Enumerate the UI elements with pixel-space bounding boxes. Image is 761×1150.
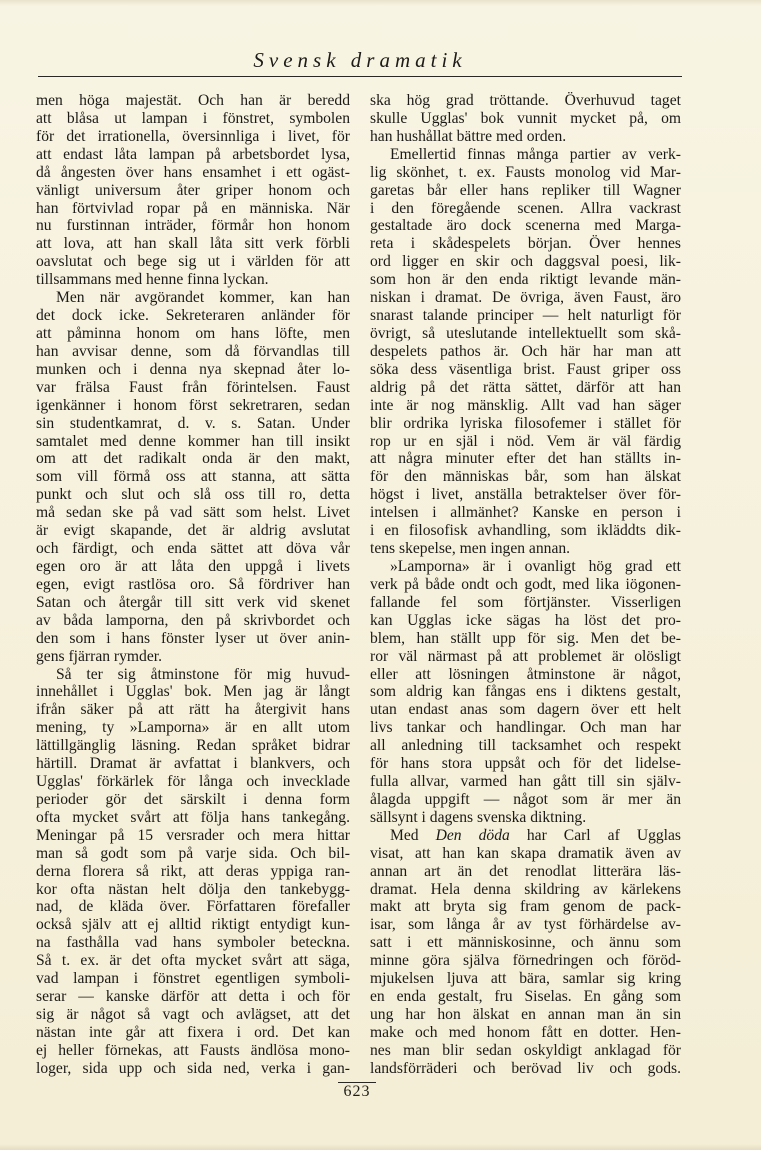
text-line: perioder gör det särskilt i denna form [36, 790, 350, 808]
text-line: visat, att han kan skapa dramatik även av [370, 844, 681, 862]
text-line: Så ter sig åtminstone för mig huvud- [56, 665, 350, 683]
text-line: sig är något så vagt och avlägset, att det [36, 1006, 350, 1024]
text-line: rop ur en själ i nöd. Vem är väl färdig [370, 432, 681, 450]
text-line: vänligt universum åter griper honom och [36, 181, 350, 199]
text-line: han förtvivlad ropar på en människa. När [36, 199, 350, 217]
text-line: den som i hans fönster lyser ut över anin- [36, 629, 350, 647]
text-line: skulle Ugglas' bok vunnit mycket på, om [370, 109, 681, 127]
text-line: innehållet i Ugglas' bok. Men jag är långt [36, 683, 350, 701]
text-line: mening, ty »Lamporna» är en allt utom [36, 719, 350, 737]
text-line: eller att lösningen åtminstone är något, [370, 665, 681, 683]
text-line: ror väl närmast på att problemet är olösligt [370, 647, 681, 665]
text-line: ord ligger en skir och daggsval poesi, lik- [370, 253, 681, 271]
text-line: och färdigt, och enda sättet att döva vår [36, 540, 350, 558]
text-line: »Lamporna» är i ovanligt hög grad ett [390, 557, 681, 575]
text-line: munken och i denna nya skepnad åter lo- [36, 360, 350, 378]
text-line: Med Den döda har Carl af Ugglas [390, 826, 681, 844]
italic-title: Den döda [435, 826, 510, 844]
text-line: som vill förmå oss att stanna, att sätta [36, 468, 350, 486]
text-line: ung har hon älskat en annan man än sin [370, 1006, 681, 1024]
text-line: minne göra själva förnedringen och föröd- [370, 952, 681, 970]
text-line: intelsen i allmänhet? Kanske en person i [370, 504, 681, 522]
text-line: annan art än det renodlat litterära läs- [370, 862, 681, 880]
text-line: punkt och slut och slå oss till ro, detta [36, 486, 350, 504]
text-line: ålagda uppgift — något som är mer än [370, 790, 681, 808]
text-line: var frälsa Faust från förintelsen. Faust [36, 378, 350, 396]
text-line: loger, sida upp och sida ned, verka i gan- [36, 1059, 350, 1077]
page-bottom-edge [0, 1144, 761, 1150]
text-line: egen oro är att låta den uppgå i livets [36, 557, 350, 575]
text-line: fulla allvar, varmed han gått till sin själv- [370, 773, 681, 791]
text-line: man så godt som på varje sida. Och bil- [36, 844, 350, 862]
text-line: verk på både ondt och godt, med lika iögonen- [370, 575, 681, 593]
text-line: Så t. ex. är det ofta mycket svårt att säga, [36, 952, 350, 970]
text-line: ifrån säker på att rätt ha återgivit hans [36, 701, 350, 719]
text-line: blir ordrika lyriska filosofemer i stället för [370, 414, 681, 432]
text-line: Ugglas' förkärlek för långa och invecklade [36, 773, 350, 791]
text-line: landsförräderi och berövad liv och gods. [370, 1059, 681, 1077]
text-line: make och med honom fått en dotter. Hen- [370, 1023, 681, 1041]
text-line: kor ofta nästan helt dölja den tankebygg- [36, 880, 350, 898]
text-line: att blåsa ut lampan i fönstret, symbolen [36, 109, 350, 127]
text-line: nes man blir sedan oskyldigt anklagad för [370, 1041, 681, 1059]
text-line: ska hög grad tröttande. Överhuvud taget [370, 92, 681, 109]
text-line: lig skönhet, t. ex. Fausts monolog vid Mar- [370, 163, 681, 181]
text-line: han avvisar denne, som då förvandlas till [36, 342, 350, 360]
text-line: lättillgänglig läsning. Redan språket bidrar [36, 737, 350, 755]
text-line: också själv att ej alltid riktigt entydigt kun- [36, 916, 350, 934]
text-line: för det irrationella, översinnliga i livet, för [36, 127, 350, 145]
text-line: kan Ugglas icke sägas ha löst det pro- [370, 611, 681, 629]
text-line: må sedan ske på vad sätt som helst. Livet [36, 504, 350, 522]
text-line: snarast talande principer — helt naturligt för [370, 307, 681, 325]
text-line: söka dess väsentliga brist. Faust griper oss [370, 360, 681, 378]
text-line: egen, evigt rastlösa oro. Så fördriver han [36, 575, 350, 593]
text-line: att endast låta lampan på arbetsbordet lysa, [36, 145, 350, 163]
text-line: i en filosofisk avhandling, som ikläddts dik- [370, 522, 681, 540]
header-rule [38, 76, 682, 77]
text-line: Emellertid finnas många partier av verk- [390, 145, 681, 163]
text-line: det dock icke. Sekreteraren anländer för [36, 307, 350, 325]
text-line: serar — kanske därför att detta i och för [36, 988, 350, 1006]
text-line: oavslutat och bege sig ut i världen för att [36, 253, 350, 271]
text-line: isar, som långa år av tyst förhärdelse av- [370, 916, 681, 934]
text-line: niskan i dramat. De övriga, även Faust, äro [370, 289, 681, 307]
text-line: tillsammans med henne finna lyckan. [36, 271, 269, 289]
text-line: gens fjärran rymder. [36, 647, 162, 665]
text-line: sällsynt i dagens svenska diktning. [370, 808, 587, 826]
text-line: att några minuter efter det han ställts in- [370, 450, 681, 468]
text-line: för hans stora uppsåt och för det lidelse- [370, 755, 681, 773]
text-line: som aldrig kan fångas ens i diktens gestalt, [370, 683, 681, 701]
text-line: som hon är den enda riktigt levande män- [370, 271, 681, 289]
text-line: despelets pathos är. Och här har man att [370, 342, 681, 360]
text-line: högst i livet, anställa betraktelser över för- [370, 486, 681, 504]
text-line: Men när avgörandet kommer, kan han [56, 289, 350, 307]
text-line: nu furstinnan inträder, förmår hon honom [36, 217, 350, 235]
text-line: aldrig på det rätta sättet, därför att han [370, 378, 681, 396]
text-line: då ångesten över hans ensamhet i ett ogäst- [36, 163, 350, 181]
text-line: nästan inte går att fixera i ord. Det kan [36, 1023, 350, 1041]
text-line: mjukelsen ljuva att bära, samlar sig kring [370, 970, 681, 988]
text-line: ofta mycket svårt att följa hans tankegång. [36, 808, 350, 826]
text-line: blem, han ställt upp för sig. Men det be- [370, 629, 681, 647]
text-line: vad lampan i fönstret egentligen symboli- [36, 970, 350, 988]
text-line: om att det radikalt onda är den makt, [36, 450, 350, 468]
text-line: Meningar på 15 versrader och mera hittar [36, 826, 350, 844]
text-line: ej heller förnekas, att Fausts ändlösa mono- [36, 1041, 350, 1059]
text-line: garetas bår eller hans repliker till Wagner [370, 181, 681, 199]
page-number: 623 [343, 1083, 371, 1100]
text-line: övrigt, så uteslutande intellektuellt som skå- [370, 324, 681, 342]
text-line: för den människas bår, som han älskat [370, 468, 681, 486]
text-line: satt i ett människosinne, och ännu som [370, 934, 681, 952]
text-line: av båda lamporna, den på skrivbordet och [36, 611, 350, 629]
text-line: livs tankar och handlingar. Och man har [370, 719, 681, 737]
text-line: dramat. Hela denna skildring av kärlekens [370, 880, 681, 898]
text-line: men höga majestät. Och han är beredd [36, 92, 350, 109]
text-line: Satan och återgår till sitt verk vid skenet [36, 593, 350, 611]
text-line: att lova, att han skall låta sitt verk förbli [36, 235, 350, 253]
text-line: han hushållat bättre med orden. [370, 127, 567, 145]
text-line: reta i skådespelets början. Över hennes [370, 235, 681, 253]
text-line: en enda gestalt, fru Siselas. En gång som [370, 988, 681, 1006]
text-line: fallande fel som förtjänster. Visserligen [370, 593, 681, 611]
text-line: i den föregående scenen. Allra vackrast [370, 199, 681, 217]
right-column [370, 92, 681, 1078]
running-head: Svensk dramatik [253, 48, 467, 72]
text-line: gestaltade äro dock scenerna med Marga- [370, 217, 681, 235]
text-line: härtill. Dramat är avfattat i blankvers, och [36, 755, 350, 773]
text-line: derna florera så rikt, att deras yppiga ran- [36, 862, 350, 880]
text-line: all anledning till tacksamhet och respekt [370, 737, 681, 755]
text-line: att påminna honom om hans löfte, men [36, 324, 350, 342]
text-line: tens skepelse, men ingen annan. [370, 540, 571, 558]
text-line: nad, de kläda över. Författaren förefaller [36, 898, 350, 916]
left-column [36, 92, 350, 1078]
text-line: makt att bryta sig fram genom de pack- [370, 898, 681, 916]
text-line: är evigt skapande, det är aldrig avslutat [36, 522, 350, 540]
text-line: igenkänner i honom först sekretraren, sedan [36, 396, 350, 414]
text-line: inte är nog mänsklig. Allt vad han säger [370, 396, 681, 414]
text-line: sin studentkamrat, d. v. s. Satan. Under [36, 414, 350, 432]
text-line: na fasthålla vad hans symboler beteckna. [36, 934, 350, 952]
text-line: utan endast anas som dagern över ett helt [370, 701, 681, 719]
page-top-edge [0, 0, 761, 6]
text-line: samtalet med denne kommer han till insikt [36, 432, 350, 450]
